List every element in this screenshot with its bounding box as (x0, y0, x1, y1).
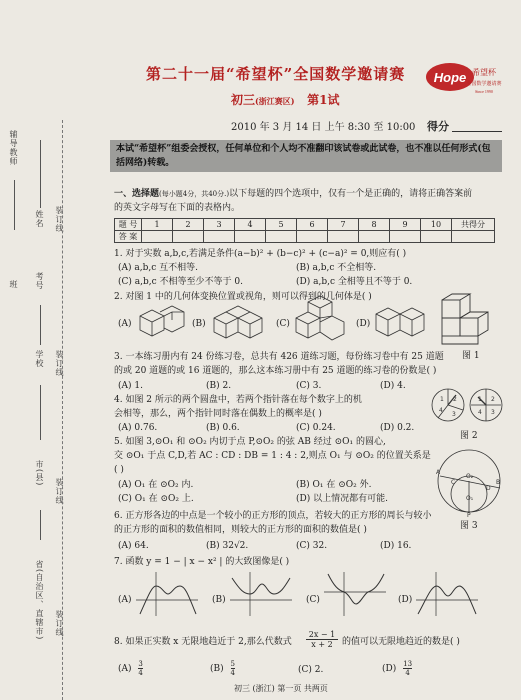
q8-option-b-label: (B) (210, 664, 224, 674)
svg-text:Since 1990: Since 1990 (475, 89, 493, 94)
q2-stem: 2. 对图 1 中的几何体变换位置或视角，则可以得到的几何体是( ) (114, 292, 372, 302)
q3-option-a: (A) 1. (118, 381, 143, 391)
figure-1-cubes (440, 292, 498, 350)
q1-option-d: (D) a,b,c 全相等且不等于 0. (296, 277, 413, 287)
q8-option-a-label: (A) (118, 664, 132, 674)
advisor-line (14, 180, 15, 230)
q7-option-d: (D) (398, 595, 413, 605)
section1-heading (114, 188, 472, 200)
q2-option-a-figure (138, 302, 186, 340)
exam-date: 2010 年 3 月 14 日 上午 8:30 至 10:00 (231, 122, 416, 133)
q5-option-b: (B) O₁ 在 ⊙O₂ 外. (296, 480, 372, 490)
section1-points: (每小题4分，共40分.) (159, 190, 230, 198)
svg-text:2: 2 (453, 396, 457, 403)
q3-stem-2: 的或 20 道题的或 16 道题的，那么这本练习册中有 25 道题的练习卷的份数是( ) (114, 366, 437, 376)
answer-cell[interactable] (390, 231, 421, 243)
school-line (40, 385, 41, 440)
q5-option-a: (A) O₁ 在 ⊙O₂ 内. (118, 480, 194, 490)
answer-cell[interactable] (173, 231, 204, 243)
q3-option-b: (B) 2. (206, 381, 232, 391)
q2-option-a: (A) (118, 319, 132, 329)
q4-option-a: (A) 0.76. (118, 423, 158, 433)
svg-text:3: 3 (491, 409, 495, 416)
q8-option-d-denominator: 4 (405, 669, 410, 677)
q6-stem-2: 的正方形的面积的数值相同，则较大的正方形的面积的数值是( ) (114, 525, 367, 535)
svg-text:4: 4 (478, 409, 482, 416)
q7-graph-b (228, 570, 294, 618)
q8-option-b-fraction (231, 660, 235, 677)
city-label: 市(县) (35, 460, 44, 487)
q4-option-d: (D) 0.2. (380, 423, 415, 433)
svg-text:B: B (496, 479, 501, 486)
answer-cell[interactable] (204, 231, 235, 243)
answer-cell[interactable] (421, 231, 452, 243)
svg-text:1: 1 (478, 396, 482, 403)
q1-stem: 1. 对于实数 a,b,c,若满足条件(a−b)² + (b−c)² + (c−a)² = 0,则应有( ) (114, 249, 407, 259)
q6-option-c: (C) 32. (296, 541, 328, 551)
exam-title: 第二十一届“希望杯”全国数学邀请赛 (146, 65, 406, 83)
figure-2-spinners (430, 385, 506, 425)
exam-no-line (40, 305, 41, 345)
province-label: 省(自治区、直辖市) (35, 560, 44, 641)
answer-cell[interactable] (235, 231, 266, 243)
q8-denominator: x + 2 (311, 640, 333, 649)
question-number-header: 题 号 (115, 219, 142, 231)
q7-stem: 7. 函数 y = 1 − | x − x² | 的大致图像是( ) (114, 557, 290, 567)
q7-option-b: (B) (212, 595, 226, 605)
q8-option-c: (C) 2. (298, 665, 324, 675)
q3-stem-1: 3. 一本练习册内有 24 份练习卷，总共有 426 道练习题，每份练习卷中有 25 道题 (114, 352, 444, 362)
answer-cell[interactable] (297, 231, 328, 243)
question-number: 10 (421, 219, 452, 231)
city-line (40, 510, 41, 540)
q8-stem-2: 的值可以无限地趋近的数是( ) (342, 637, 460, 647)
score-label: 得分 (427, 120, 449, 133)
q5-stem-2: 交 ⊙O₁ 于点 C,D,若 AC : CD : DB = 1 : 4 : 2,则点 O₁ 与 ⊙O₂ 的位置关系是 (114, 451, 431, 461)
question-number: 9 (390, 219, 421, 231)
answer-cell[interactable] (359, 231, 390, 243)
q5-option-d: (D) 以上情况都有可能. (296, 494, 388, 504)
hope-logo (424, 55, 502, 107)
svg-text:C: C (451, 479, 456, 486)
advisor-label: 辅导教师 (9, 130, 18, 166)
q8-fraction (306, 630, 338, 649)
svg-text:2: 2 (491, 396, 495, 403)
svg-text:P: P (467, 512, 471, 519)
figure-2-caption: 图 2 (460, 431, 478, 441)
question-number: 8 (359, 219, 390, 231)
svg-text:A: A (436, 469, 441, 476)
svg-text:全国数学邀请赛: 全国数学邀请赛 (466, 82, 502, 87)
q8-option-b-denominator: 4 (230, 669, 235, 677)
question-number: 4 (235, 219, 266, 231)
q4-option-c: (C) 0.24. (296, 423, 336, 433)
q8-option-a-denominator: 4 (138, 669, 143, 677)
question-number: 5 (266, 219, 297, 231)
total-score-header: 共得分 (452, 219, 495, 231)
answer-table-header-row (115, 219, 495, 231)
svg-text:1: 1 (440, 396, 444, 403)
q8-option-d-label: (D) (382, 664, 397, 674)
q8-numerator: 2x − 1 (306, 630, 338, 640)
svg-text:希望杯: 希望杯 (472, 68, 496, 77)
q2-option-c: (C) (276, 319, 290, 329)
bind-line-label-2: 装订线 (55, 350, 64, 377)
question-number: 2 (173, 219, 204, 231)
school-label: 学校 (35, 350, 44, 368)
svg-text:3: 3 (452, 411, 456, 418)
q1-option-a: (A) a,b,c 互不相等. (118, 263, 198, 273)
figure-3-circles (436, 448, 502, 518)
q7-option-c: (C) (306, 595, 320, 605)
q8-option-d-numerator: 13 (403, 660, 413, 668)
q6-option-a: (A) 64. (118, 541, 149, 551)
figure-1-caption: 图 1 (462, 351, 480, 361)
q5-stem-1: 5. 如图 3,⊙O₁ 和 ⊙O₂ 内切于点 P,⊙O₂ 的弦 AB 经过 ⊙O₁ 的圆心, (114, 437, 386, 447)
answer-header: 答 案 (115, 231, 142, 243)
q3-option-d: (D) 4. (380, 381, 406, 391)
q4-stem-1: 4. 如图 2 所示的两个圆盘中，若两个指针落在每个数字上的机 (114, 395, 362, 405)
q7-option-a: (A) (118, 595, 132, 605)
svg-text:4: 4 (439, 407, 443, 414)
q4-stem-2: 会相等，那么，两个指针同时落在偶数上的概率是( ) (114, 409, 322, 419)
q6-option-d: (D) 16. (380, 541, 412, 551)
bind-line-label-1: 装订线 (55, 206, 64, 233)
name-line (40, 140, 41, 208)
round-label: 第1试 (307, 93, 340, 107)
section1-intro-1: 以下每题的四个选项中，仅有一个是正确的，请将正确答案前 (229, 189, 473, 199)
q6-stem-1: 6. 正方形各边的中点是一个较小的正方形的顶点，若较大的正方形的周长与较小 (114, 511, 432, 521)
q7-graph-a (134, 570, 200, 618)
bind-line-label-3: 装订线 (55, 478, 64, 505)
section1-intro-2: 的英文字母写在下面的表格内。 (114, 203, 241, 213)
question-number: 1 (142, 219, 173, 231)
q5-option-c: (C) O₁ 在 ⊙O₂ 上. (118, 494, 194, 504)
answer-cell[interactable] (266, 231, 297, 243)
exam-subtitle (231, 91, 340, 108)
q8-option-a (118, 660, 143, 677)
answer-table (114, 218, 495, 243)
bind-line-label-4: 装订线 (55, 610, 64, 637)
q8-option-d-fraction (403, 660, 412, 677)
q6-option-b: (B) 32√2. (206, 541, 249, 551)
q2-option-c-figure (294, 300, 346, 340)
name-label: 姓名 (35, 210, 44, 228)
q7-graph-d (414, 570, 480, 618)
q2-option-d-figure (374, 302, 426, 340)
class-label: 班 (9, 280, 18, 289)
q3-option-c: (C) 3. (296, 381, 322, 391)
question-number: 6 (297, 219, 328, 231)
q8-stem-1: 8. 如果正实数 x 无限地趋近于 2,那么代数式 (114, 637, 292, 647)
q1-option-b: (B) a,b,c 不全相等. (296, 263, 377, 273)
q8-option-a-numerator: 3 (138, 660, 143, 668)
q8-option-b (210, 660, 235, 677)
answer-cell[interactable] (328, 231, 359, 243)
question-number: 7 (328, 219, 359, 231)
q5-stem-3: ( ) (114, 465, 124, 475)
exam-no-label: 考号 (35, 272, 44, 290)
answer-table-answer-row (115, 231, 495, 243)
figure-3-caption: 图 3 (460, 521, 478, 531)
q8-option-b-numerator: 5 (230, 660, 235, 668)
q1-option-c: (C) a,b,c 不相等至少不等于 0. (118, 277, 243, 287)
copyright-notice: 本试“希望杯”组委会授权，任何单位和个人均不准翻印该试卷或此试卷，也不准以任何形式(包括网络)转载。 (110, 140, 502, 172)
section1-title: 一、选择题 (114, 189, 160, 199)
q4-option-b: (B) 0.6. (206, 423, 240, 433)
binding-dashed-line (62, 120, 63, 700)
q2-option-b-figure (212, 302, 268, 340)
binding-strip (0, 120, 78, 700)
q7-graph-c (322, 570, 388, 618)
question-number: 3 (204, 219, 235, 231)
q8-option-d (382, 660, 412, 677)
answer-cell[interactable] (142, 231, 173, 243)
svg-text:O₂: O₂ (466, 473, 474, 480)
q8-option-a-fraction (138, 660, 142, 677)
svg-text:O₁: O₁ (466, 495, 474, 502)
q2-option-b: (B) (192, 319, 206, 329)
total-score-cell[interactable] (452, 231, 495, 243)
page-footer: 初三 (浙江) 第一页 共两页 (234, 684, 328, 693)
score-field[interactable] (452, 131, 502, 132)
grade-label: 初三 (231, 93, 256, 107)
svg-text:D: D (486, 485, 491, 492)
svg-text:Hope: Hope (433, 70, 467, 85)
q2-option-d: (D) (356, 319, 371, 329)
region-label: (浙江赛区) (255, 96, 295, 106)
